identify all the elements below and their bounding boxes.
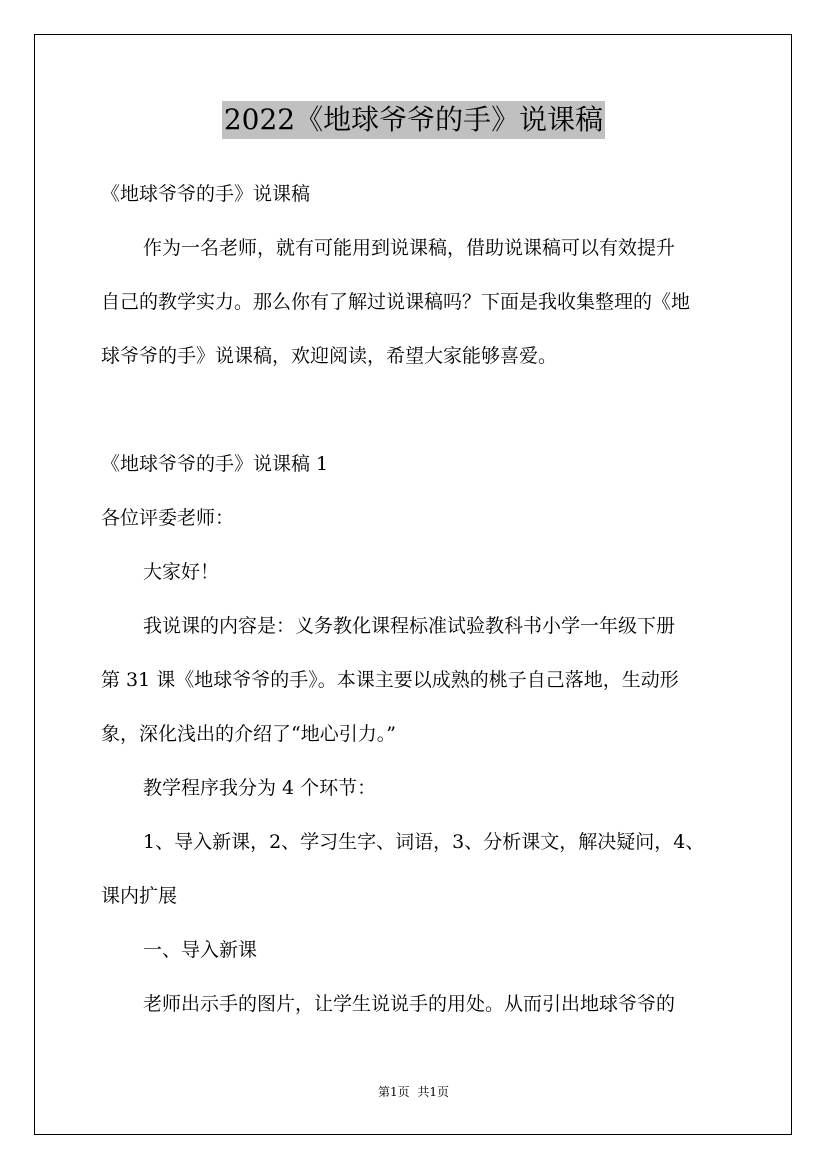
paragraph-line: 作为一名老师，就有可能用到说课稿，借助说课稿可以有效提升: [143, 237, 676, 259]
greeting-line: 大家好！: [143, 561, 220, 583]
paragraph-line: 第 31 课《地球爷爷的手》。本课主要以成熟的桃子自己落地，生动形: [101, 669, 679, 691]
paragraph-line: 我说课的内容是：义务教化课程标准试验教科书小学一年级下册: [143, 615, 676, 637]
section-heading: 《地球爷爷的手》说课稿 1: [101, 453, 329, 475]
paragraph-line: 自己的教学实力。那么你有了解过说课稿吗？下面是我收集整理的《地: [101, 291, 691, 313]
subtitle-line: 《地球爷爷的手》说课稿: [101, 183, 311, 205]
paragraph-line: 教学程序我分为 4 个环节：: [143, 777, 377, 799]
section-heading: 一、导入新课: [143, 939, 258, 961]
paragraph-line: 老师出示手的图片，让学生说说手的用处。从而引出地球爷爷的: [143, 993, 676, 1015]
paragraph-line: 课内扩展: [101, 885, 178, 907]
salutation-line: 各位评委老师：: [101, 507, 235, 529]
title-container: [0, 101, 827, 139]
paragraph-line: 1、导入新课，2、学习生字、词语，3、分析课文，解决疑问，4、: [143, 831, 705, 853]
page-total: 共1页: [417, 1085, 449, 1099]
paragraph-line: 球爷爷的手》说课稿，欢迎阅读，希望大家能够喜爱。: [101, 345, 558, 367]
page-number: 第1页: [378, 1085, 410, 1099]
document-title: 2022《地球爷爷的手》说课稿: [222, 101, 605, 139]
paragraph-line: 象，深化浅出的介绍了“地心引力。”: [101, 723, 396, 745]
page-footer: [0, 1084, 827, 1100]
